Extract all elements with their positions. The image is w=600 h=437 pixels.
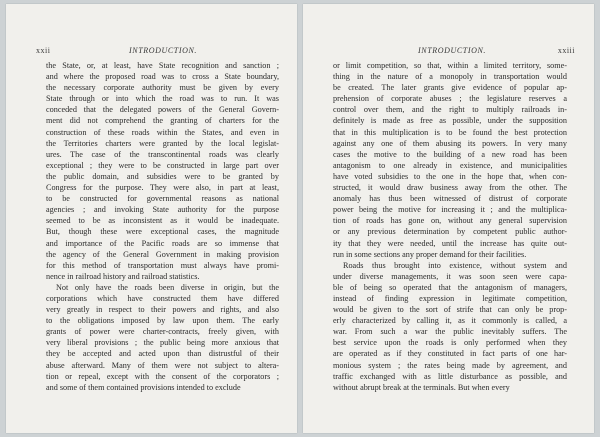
text-line: or limit competition, so that, within a limited territory, some- xyxy=(333,61,567,70)
text-line: erly characterized by calling it, as it commonly is called, a xyxy=(333,316,567,326)
text-line: under diverse managements, it was soon seen were capa- xyxy=(333,271,567,281)
text-line: prehension of corporate abuses ; the legislature reserves a xyxy=(333,94,567,104)
text-line: that in this multiplication is to be found the best protection xyxy=(333,127,567,137)
text-line: the public domain, and subsidies were to be granted by xyxy=(46,171,279,181)
text-line: and where the proposed road was to cross a State boundary, xyxy=(46,72,279,82)
right-body-text xyxy=(333,60,567,393)
left-page-number: xxii xyxy=(36,46,51,55)
text-line: antagonism to one already in existence, and municipalities xyxy=(333,160,567,170)
text-line: very liberal provisions ; the public being more anxious that xyxy=(46,338,279,348)
text-line: very greatly in respect to their powers and rights, and also xyxy=(46,305,279,315)
text-line: thing in the nature of a monopoly in transportation would xyxy=(333,72,567,82)
text-line: control over them, and the right to multiply railroads in- xyxy=(333,105,567,115)
text-line: State through or into which the road was to run. It was xyxy=(46,94,279,104)
text-line: grants of power were charter-contracts, freely given, with xyxy=(46,327,279,337)
text-line: monious system ; the rates being made by agreement, and xyxy=(333,360,567,370)
text-line: Roads thus brought into existence, without system and xyxy=(343,260,567,270)
right-page-number: xxiii xyxy=(557,46,575,55)
text-line: abuse afterward. Many of them were not subject to altera- xyxy=(46,360,279,370)
text-line: power being the motive for increasing it ; and the multiplica- xyxy=(333,205,567,215)
text-line: conceded that the delegated powers of the General Govern- xyxy=(46,105,279,115)
text-line: or any previous determination by competent public author- xyxy=(333,227,567,237)
text-line: run in some sections any proper demand for their facilities. xyxy=(333,249,527,259)
right-page xyxy=(303,4,594,433)
text-line: anomaly has thus been witnessed of distrust of corporate xyxy=(333,194,567,204)
text-line: construction of these roads within the States, and even in xyxy=(46,127,279,137)
text-line: ble of being so operated that the antagonism of managers, xyxy=(333,282,567,292)
text-line: corporations which have constructed them have differed xyxy=(46,293,279,303)
text-line: the Territories charters were granted by the local legislat- xyxy=(46,138,279,148)
text-line: be created. The later grants give evidence of popular ap- xyxy=(333,83,567,93)
text-line: structed, it would draw business away from the other. The xyxy=(333,183,567,193)
text-line: they be accepted and acted upon than distrustful of their xyxy=(46,349,279,359)
text-line: against any one of them abusing its powers. In very many xyxy=(333,138,567,148)
text-line: Not only have the roads been diverse in origin, but the xyxy=(56,282,279,292)
text-line: ity that they were needed, until the increase has quite out- xyxy=(333,238,567,248)
text-line: for this method of transportation must always have promi- xyxy=(46,260,279,270)
text-line: nence in railroad history and railroad statistics. xyxy=(46,271,200,281)
left-page xyxy=(6,4,297,433)
text-line: definitely is made as free as possible, under the supposition xyxy=(333,116,567,126)
text-line: the State, or, at least, have State recognition and sanction ; xyxy=(46,61,279,70)
left-body-text xyxy=(46,60,279,393)
text-line: the necessary corporate authority must be given by every xyxy=(46,83,279,93)
text-line: without abrupt break at the terminals. But when every xyxy=(333,382,510,392)
left-running-title: INTRODUCTION. xyxy=(129,46,198,55)
text-line: But, though these were exceptional cases, the magnitude xyxy=(46,227,279,237)
text-line: have voted subsidies to the one in the hope that, when con- xyxy=(333,171,567,181)
text-line: exceptional ; they were to be constructed in large part over xyxy=(46,160,279,170)
text-line: ment did not comprehend the granting of charters for the xyxy=(46,116,279,126)
text-line: best service upon the roads is only performed when they xyxy=(333,338,567,348)
text-line: agencies ; and invoking State authority for the purpose xyxy=(46,205,279,215)
text-line: Congress for the purpose. They were also, in part at least, xyxy=(46,183,279,193)
text-line: tion of roads has gone on, without any general supervision xyxy=(333,216,567,226)
text-line: seemed to be as inconsistent as it would be inadequate. xyxy=(46,216,279,226)
text-line: cases the motive to the building of a new road has been xyxy=(333,149,567,159)
text-line: are operated as if they constituted in fact parts of one har- xyxy=(333,349,567,359)
text-line: to be constructed for governmental reasons as national xyxy=(46,194,279,204)
text-line: and importance of the Pacific roads are so immense that xyxy=(46,238,279,248)
text-line: war. From such a war the public inevitably suffers. The xyxy=(333,327,567,337)
text-line: traffic exchanged with as little disturbance as possible, and xyxy=(333,371,567,381)
text-line: instead of finding expression in legitimate competition, xyxy=(333,293,567,303)
text-line: and some of them contained provisions intended to exclude xyxy=(46,382,241,392)
right-running-title: INTRODUCTION. xyxy=(418,46,487,55)
text-line: to the obligations imposed by law upon them. The early xyxy=(46,316,279,326)
text-line: the agency of the General Government in making provision xyxy=(46,249,279,259)
text-line: ures. The case of the transcontinental roads was clearly xyxy=(46,149,279,159)
text-line: would be given to the sort of strife that can only be prop- xyxy=(333,305,567,315)
text-line: tion or repeal, except with the consent of the corporators ; xyxy=(46,371,279,381)
